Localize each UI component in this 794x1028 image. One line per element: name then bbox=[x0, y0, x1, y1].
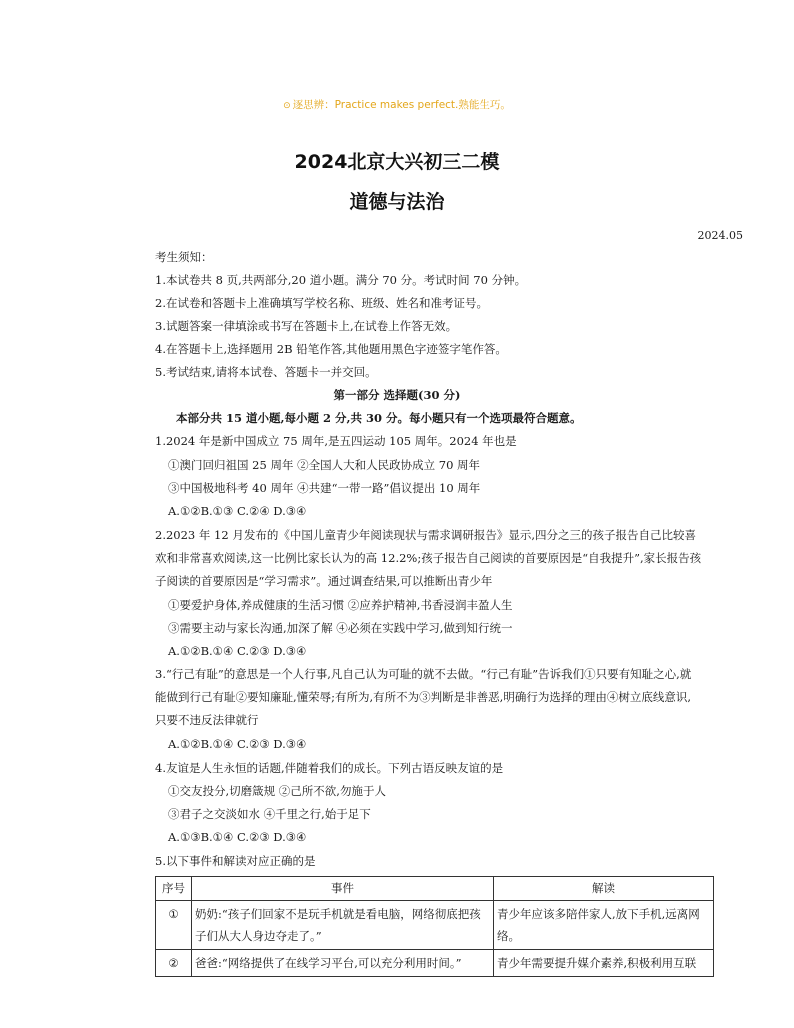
question-3-answers: A.①②B.①④ C.②③ D.③④ bbox=[168, 737, 307, 751]
question-4-stem: 4.友谊是人生永恒的话题,伴随着我们的成长。下列古语反映友谊的是 bbox=[155, 761, 504, 775]
column-header-event: 事件 bbox=[192, 877, 494, 901]
notice-heading: 考生须知： bbox=[155, 250, 213, 264]
question-2-option-line: ①要爱护身体,养成健康的生活习惯 ②应养护精神,书香浸润丰盈人生 bbox=[168, 598, 513, 612]
notice-item: 3.试题答案一律填涂或书写在答题卡上,在试卷上作答无效。 bbox=[155, 319, 458, 333]
notice-item: 5.考试结束,请将本试卷、答题卡一并交回。 bbox=[155, 365, 377, 379]
row-number: ① bbox=[156, 901, 192, 950]
question-2-stem: 2.2023 年 12 月发布的《中国儿童青少年阅读现状与需求调研报告》显示,四分之三的孩子报告自己比较喜 bbox=[155, 528, 696, 542]
section-instruction: 本部分共 15 道小题,每小题 2 分,共 30 分。每小题只有一个选项最符合题意。 bbox=[176, 411, 582, 425]
row-number: ② bbox=[156, 950, 192, 977]
question-2-option-line: ③需要主动与家长沟通,加深了解 ④必须在实践中学习,做到知行统一 bbox=[168, 621, 513, 635]
question-1-option-line: ①澳门回归祖国 25 周年 ②全国人大和人民政协成立 70 周年 bbox=[168, 458, 481, 472]
table-row bbox=[156, 901, 714, 950]
section-title: 第一部分 选择题(30 分) bbox=[333, 388, 461, 402]
question-2-stem: 子阅读的首要原因是“学习需求”。通过调查结果,可以推断出青少年 bbox=[155, 574, 493, 588]
notice-item: 2.在试卷和答题卡上准确填写学校名称、班级、姓名和准考证号。 bbox=[155, 296, 488, 310]
row-event: 爸爸:“网络提供了在线学习平台,可以充分利用时间。” bbox=[192, 950, 494, 977]
question-3-stem: 能做到行己有耻②要知廉耻,懂荣辱;有所为,有所不为③判断是非善恶,明确行为选择的理由④树立底线意识, bbox=[155, 690, 691, 704]
question-1-stem: 1.2024 年是新中国成立 75 周年,是五四运动 105 周年。2024 年也是 bbox=[155, 434, 517, 448]
row-reading: 青少年需要提升媒介素养,积极利用互联 bbox=[494, 950, 714, 977]
notice-item: 1.本试卷共 8 页,共两部分,20 道小题。满分 70 分。考试时间 70 分钟。 bbox=[155, 273, 527, 287]
question-2-answers: A.①②B.①④ C.②③ D.③④ bbox=[168, 644, 307, 658]
question-3-stem: 只要不违反法律就行 bbox=[155, 713, 259, 727]
question-1-answers: A.①②B.①③ C.②④ D.③④ bbox=[168, 504, 307, 518]
question-1-option-line: ③中国极地科考 40 周年 ④共建“一带一路”倡议提出 10 周年 bbox=[168, 481, 481, 495]
question-4-option-line: ①交友投分,切磨箴规 ②己所不欲,勿施于人 bbox=[168, 784, 386, 798]
notice-item: 4.在答题卡上,选择题用 2B 铅笔作答,其他题用黑色字迹签字笔作答。 bbox=[155, 342, 507, 356]
question-5-stem: 5.以下事件和解读对应正确的是 bbox=[155, 854, 316, 868]
column-header-reading: 解读 bbox=[494, 877, 714, 901]
question-4-option-line: ③君子之交淡如水 ④千里之行,始于足下 bbox=[168, 807, 371, 821]
table-row bbox=[156, 950, 714, 977]
table-header-row bbox=[156, 877, 714, 901]
watermark bbox=[0, 97, 794, 112]
exam-date: 2024.05 bbox=[697, 229, 743, 242]
watermark-text: 逐思辨：Practice makes perfect.熟能生巧。 bbox=[292, 99, 511, 111]
exam-title: 2024北京大兴初三二模 bbox=[294, 151, 500, 173]
column-header-number: 序号 bbox=[156, 877, 192, 901]
question-4-answers: A.①③B.①④ C.②③ D.③④ bbox=[168, 830, 307, 844]
question-2-stem: 欢和非常喜欢阅读,这一比例比家长认为的高 12.2%;孩子报告自己阅读的首要原因是“自我提升”,家长报告孩 bbox=[155, 551, 702, 565]
subject-title: 道德与法治 bbox=[349, 191, 445, 213]
row-event: 奶奶:“孩子们回家不是玩手机就是看电脑，网络彻底把孩子们从大人身边夺走了。” bbox=[192, 901, 494, 950]
events-table bbox=[155, 876, 714, 977]
row-reading: 青少年应该多陪伴家人,放下手机,远离网络。 bbox=[494, 901, 714, 950]
watermark-logo-icon: ⊙ bbox=[283, 101, 291, 111]
question-3-stem: 3.“行己有耻”的意思是一个人行事,凡自己认为可耻的就不去做。“行己有耻”告诉我们①只要有知耻之心,就 bbox=[155, 667, 692, 681]
